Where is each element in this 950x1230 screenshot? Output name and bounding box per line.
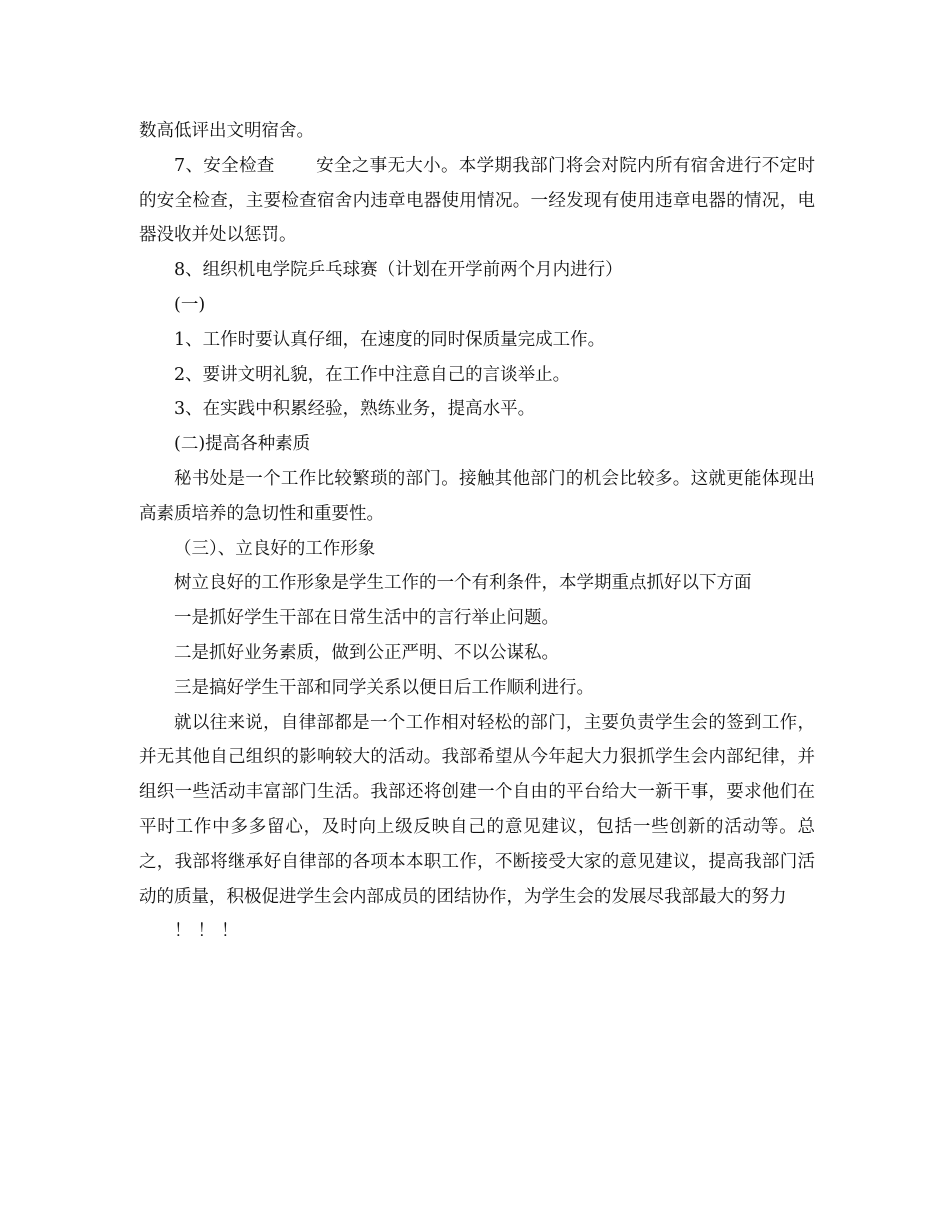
document-body: [139, 114, 815, 949]
paragraph-summary: 就以往来说，自律部都是一个工作相对轻松的部门，主要负责学生会的签到工作，并无其他自己组织的影响较大的活动。我部希望从今年起大力狠抓学生会内部纪律，并组织一些活动丰富部门生活。我部还将创建一个自由的平台给大一新干事，要求他们在平时工作中多多留心，及时向上级反映自己的意见建议，包括一些创新的活动等。总之，我部将继承好自律部的各项本本职工作，不断接受大家的意见建议，提高我部门活动的质量，积极促进学生会内部成员的团结协作，为学生会的发展尽我部最大的努力: [139, 712, 815, 907]
list-item-second: 二是抓好业务素质，做到公正严明、不以公谋私。: [174, 642, 559, 663]
paragraph-exclamation: ！！！: [174, 921, 245, 942]
section-heading-one: (一): [174, 294, 206, 315]
paragraph-safety-check: 7、安全检查 安全之事无大小。本学期我部门将会对院内所有宿舍进行不定时的安全检查，主要检查宿舍内违章电器使用情况。一经发现有使用违章电器的情况，电器没收并处以惩罚。: [139, 155, 815, 246]
list-item-3: 3、在实践中积累经验，熟练业务，提高水平。: [174, 399, 536, 420]
list-item-1: 1、工作时要认真仔细，在速度的同时保质量完成工作。: [174, 329, 606, 350]
paragraph-table-tennis: 8、组织机电学院乒乓球赛（计划在开学前两个月内进行）: [174, 260, 623, 281]
list-item-2: 2、要讲文明礼貌，在工作中注意自己的言谈举止。: [174, 364, 571, 385]
list-item-first: 一是抓好学生干部在日常生活中的言行举止问题。: [174, 608, 559, 629]
section-heading-three: （三）、立良好的工作形象: [174, 538, 376, 559]
list-item-third: 三是搞好学生干部和同学关系以便日后工作顺利进行。: [174, 677, 594, 698]
paragraph-continuation: 数高低评出文明宿舍。: [139, 121, 314, 141]
section-heading-two: (二)提高各种素质: [174, 434, 311, 455]
paragraph-work-image: 树立良好的工作形象是学生工作的一个有利条件，本学期重点抓好以下方面: [174, 573, 752, 594]
paragraph-secretariat: 秘书处是一个工作比较繁琐的部门。接触其他部门的机会比较多。这就更能体现出高素质培养的急切性和重要性。: [139, 468, 815, 524]
